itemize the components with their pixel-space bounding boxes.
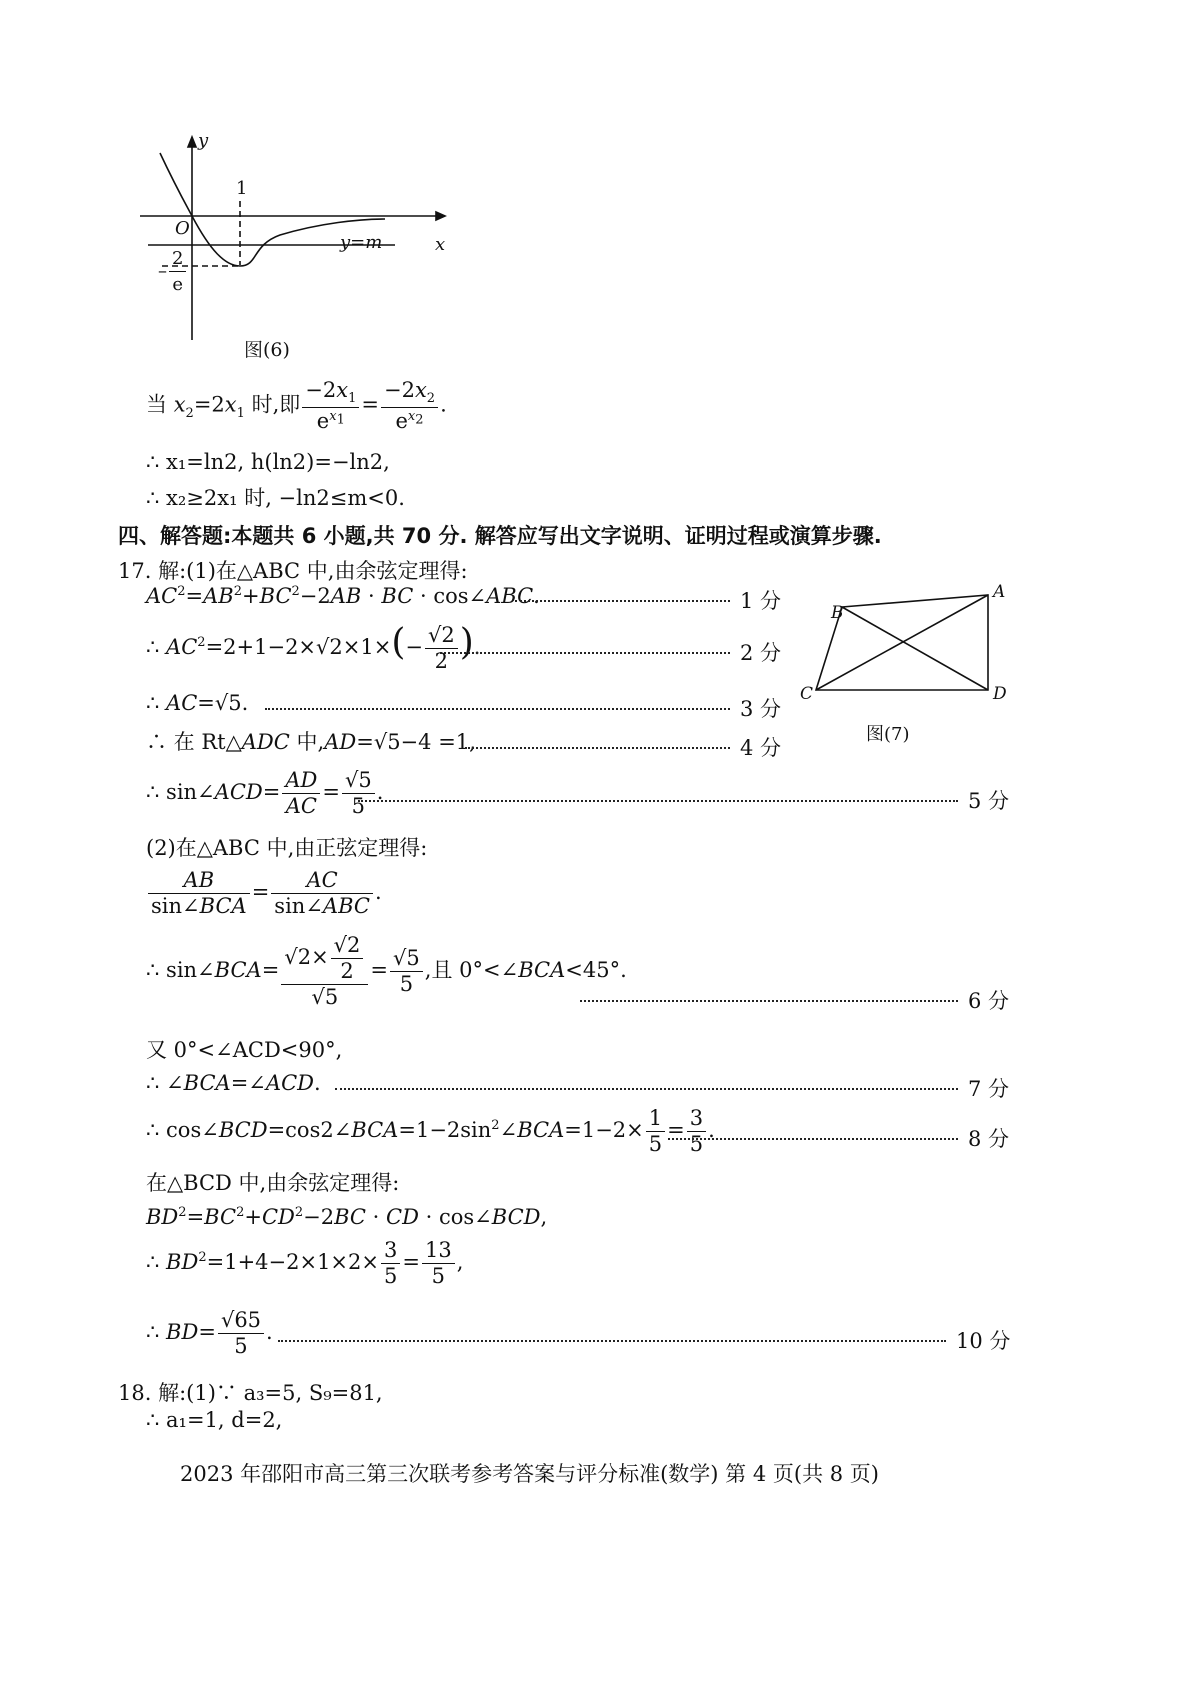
q17-heading: 17. 解:(1)在△ABC 中,由余弦定理得: [118, 559, 468, 583]
q17-part2-heading: (2)在△ABC 中,由正弦定理得: [146, 836, 428, 860]
text-shi: 时,即 [244, 392, 301, 417]
score-3: 3 分 [740, 697, 782, 721]
q17-bcd-heading: 在△BCD 中,由余弦定理得: [146, 1171, 400, 1195]
score-10: 10 分 [956, 1329, 1011, 1353]
line-range-m: ∴ x₂≥2x₁ 时, −ln2≤m<0. [146, 486, 405, 510]
q17-line-4: ∴ 在 Rt△ADC 中,AD=√5−4 =1, [146, 730, 476, 754]
line-condition: 当 $x_2=2x_1$ 时,即 $\frac{-2x_1}{e^{x_1}}$ = $\frac{-2x_2}{e^{x_2}}$ . [146, 378, 447, 434]
fig6-label-neg-2-over-e: – $\frac{2}{e}$ [158, 248, 188, 295]
score-4: 4 分 [740, 736, 782, 760]
dots-10 [278, 1340, 946, 1342]
line-x1-ln2: ∴ x₁=ln2, h(ln2)=−ln2, [146, 450, 390, 474]
figure-7-quadrilateral [810, 585, 1000, 695]
fig7-label-c: C [800, 684, 814, 704]
q17-line-5: ∴ sin∠ACD= $\frac{AD}{AC}$ = $\frac{√5}{5}$ . [146, 768, 384, 818]
dots-1 [515, 600, 730, 602]
q17-line-you: 又 0°<∠ACD<90°, [146, 1038, 343, 1062]
q17-line-1: $AC^2=AB^2+BC^2-2AB$ · BC · cos∠ABC. [146, 584, 540, 608]
q17-bd-squared: ∴ $BD^2=1+4-2\times 1\times 2\times$ $\frac{3}{5}$ = $\frac{13}{5}$ , [146, 1238, 464, 1288]
fig6-label-1: 1 [236, 178, 248, 199]
q17-line-6: ∴ sin∠BCA= √2× $\frac{√2}{2}$ √5 = $\frac{√5}{5}$ ,且 0°<∠BCA<45°. [146, 933, 627, 1009]
q17-line-8: ∴ $\cos\angle BCD=\cos 2\angle BCA=1-2\sin^2\angle BCA=1-2\times$ $\frac{1}{5}$ = $\frac{3}{5}$ . [146, 1106, 715, 1156]
score-8: 8 分 [968, 1127, 1010, 1151]
dots-7 [335, 1088, 958, 1090]
dots-6 [580, 1000, 958, 1002]
fig6-label-e: e [172, 274, 184, 295]
fig7-label-b: B [831, 603, 844, 623]
fig6-label-x: x [435, 234, 446, 255]
page-footer: 2023 年邵阳市高三第三次联考参考答案与评分标准(数学) 第 4 页(共 8 页) [180, 1462, 879, 1486]
fig6-label-2: 2 [169, 248, 186, 272]
q17-line-3: ∴ AC=√5. [146, 691, 249, 715]
text-dang: 当 [146, 392, 174, 417]
dots-4 [465, 747, 730, 749]
fig7-label-d: D [993, 684, 1007, 704]
q17-bcd-cosine: $BD^2=BC^2+CD^2-2BC$ · CD · cos∠BCD, [146, 1205, 548, 1229]
q17-bd-result: ∴ BD= $\frac{√65}{5}$ . [146, 1308, 273, 1358]
figure-6-caption: 图(6) [244, 339, 290, 361]
q17-line-2: ∴ $AC^2=2+1-2\times√2\times 1\times(-$ $\frac{√2}{2}$ ). [146, 622, 481, 673]
fig7-label-a: A [993, 582, 1006, 602]
dots-8 [668, 1138, 958, 1140]
dots-2 [440, 652, 730, 654]
score-1: 1 分 [740, 589, 782, 613]
fig6-label-ym: y=m [340, 232, 383, 253]
score-6: 6 分 [968, 989, 1010, 1013]
fig6-label-o: O [175, 218, 190, 239]
q17-line-7: ∴ ∠BCA=∠ACD. [146, 1071, 321, 1095]
q18-heading: 18. 解:(1)∵ a₃=5, S₉=81, [118, 1381, 383, 1405]
fig6-label-y: y [198, 130, 209, 151]
q17-sine-law: $\frac{AB}{\text{sin∠BCA}}$ = $\frac{AC}{\text{sin∠ABC}}$ . [146, 870, 382, 917]
score-2: 2 分 [740, 641, 782, 665]
score-7: 7 分 [968, 1077, 1010, 1101]
dots-5 [358, 800, 958, 802]
score-5: 5 分 [968, 789, 1010, 813]
section-4-heading: 四、解答题:本题共 6 小题,共 70 分. 解答应写出文字说明、证明过程或演算步骤. [118, 524, 882, 548]
figure-7-caption: 图(7) [866, 724, 910, 745]
dots-3 [265, 708, 730, 710]
figure-6-graph [140, 135, 450, 345]
q18-line-2: ∴ a₁=1, d=2, [146, 1408, 283, 1432]
